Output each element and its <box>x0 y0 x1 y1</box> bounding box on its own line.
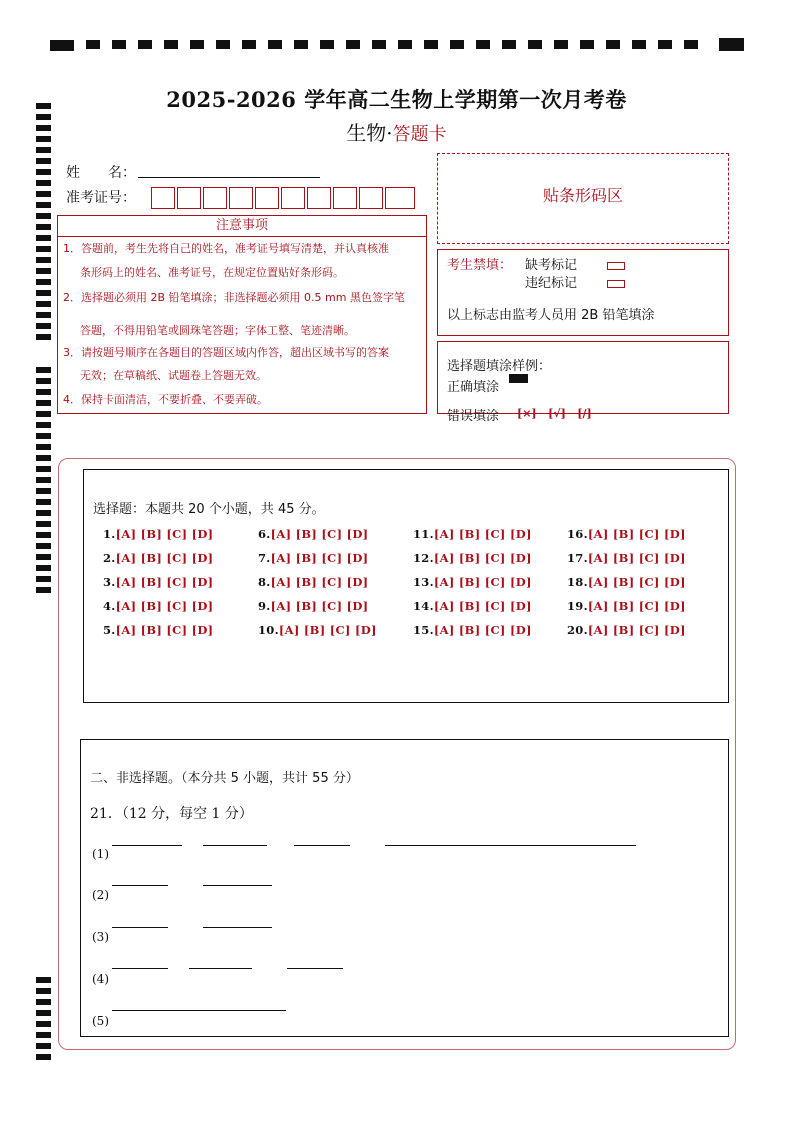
notice-item-2b: 答题，不得用铅笔或圆珠笔答题；字体工整、笔迹清晰。 <box>80 324 355 337</box>
page-subtitle <box>0 117 793 146</box>
q21-sub2-blank-2[interactable] <box>203 885 272 886</box>
choice-q2[interactable]: 2.[A] [B] [C] [D] <box>103 551 214 565</box>
q21-sub1-blank-1[interactable] <box>112 845 182 846</box>
wrong-mark-check: [√] <box>548 407 566 420</box>
choice-q6[interactable]: 6.[A] [B] [C] [D] <box>258 527 369 541</box>
choice-q16[interactable]: 16.[A] [B] [C] [D] <box>567 527 686 541</box>
wrong-label: 错误填涂 <box>447 409 500 424</box>
notice-item-1b: 条形码上的姓名、准考证号，在规定位置贴好条形码。 <box>80 266 344 279</box>
forbidden-note: 以上标志由监考人员用 2B 铅笔填涂 <box>447 308 655 323</box>
notice-item-4: 4．保持卡面清洁，不要折叠、不要弄破。 <box>63 393 268 406</box>
choice-q15[interactable]: 15.[A] [B] [C] [D] <box>413 623 532 637</box>
q21-sub5-blank-1[interactable] <box>112 1010 286 1011</box>
notice-item-2a: 2．选择题必须用 2B 铅笔填涂；非选择题必须用 0.5 mm 黑色签字笔 <box>63 291 405 304</box>
q21-sub2-label: (2) <box>92 888 109 902</box>
q21-sub4-label: (4) <box>92 972 109 986</box>
wrong-mark-x: [×] <box>517 407 537 420</box>
wrong-mark-slash: [/] <box>577 407 592 420</box>
correct-label: 正确填涂 <box>447 380 500 395</box>
q21-sub1-label: (1) <box>92 847 109 861</box>
notice-title: 注意事项 <box>58 216 426 237</box>
q21-header: 21．（12 分，每空 1 分） <box>90 806 253 822</box>
forbidden-label: 考生禁填： <box>447 258 513 273</box>
q21-sub1-blank-4[interactable] <box>385 845 636 846</box>
choice-q18[interactable]: 18.[A] [B] [C] [D] <box>567 575 686 589</box>
q21-sub4-blank-1[interactable] <box>112 968 168 969</box>
name-label: 姓 名： <box>66 165 136 181</box>
id-label: 准考证号： <box>66 190 136 206</box>
choice-q5[interactable]: 5.[A] [B] [C] [D] <box>103 623 214 637</box>
choice-q19[interactable]: 19.[A] [B] [C] [D] <box>567 599 686 613</box>
name-field[interactable] <box>138 177 320 178</box>
violation-label: 违纪标记 <box>525 276 578 291</box>
choice-header: 选择题：本题共 20 个小题，共 45 分。 <box>93 502 325 517</box>
notice-item-1a: 1．答题前，考生先将自己的姓名，准考证号填写清楚，并认真核准 <box>63 242 389 255</box>
q21-sub2-blank-1[interactable] <box>112 885 168 886</box>
choice-q10[interactable]: 10.[A] [B] [C] [D] <box>258 623 377 637</box>
q21-sub4-blank-3[interactable] <box>287 968 343 969</box>
correct-fill-sample <box>509 374 528 383</box>
choice-q13[interactable]: 13.[A] [B] [C] [D] <box>413 575 532 589</box>
choice-q17[interactable]: 17.[A] [B] [C] [D] <box>567 551 686 565</box>
example-title: 选择题填涂样例： <box>447 359 552 374</box>
subtitle-card: 答题卡 <box>392 124 447 145</box>
choice-q11[interactable]: 11.[A] [B] [C] [D] <box>413 527 532 541</box>
q21-sub4-blank-2[interactable] <box>189 968 252 969</box>
violation-mark-box[interactable] <box>607 280 625 288</box>
notice-item-3b: 无效；在草稿纸、试题卷上答题无效。 <box>80 369 267 382</box>
q21-sub3-label: (3) <box>92 930 109 944</box>
notice-item-3a: 3．请按题号顺序在各题目的答题区域内作答，超出区域书写的答案 <box>63 346 389 359</box>
absent-mark-box[interactable] <box>607 262 625 270</box>
q21-sub1-blank-3[interactable] <box>294 845 350 846</box>
choice-q12[interactable]: 12.[A] [B] [C] [D] <box>413 551 532 565</box>
barcode-label: 贴条形码区 <box>542 186 623 205</box>
choice-q7[interactable]: 7.[A] [B] [C] [D] <box>258 551 369 565</box>
q21-sub3-blank-2[interactable] <box>203 927 272 928</box>
choice-q14[interactable]: 14.[A] [B] [C] [D] <box>413 599 532 613</box>
choice-q20[interactable]: 20.[A] [B] [C] [D] <box>567 623 686 637</box>
nonchoice-header: 二、非选择题。（本分共 5 小题，共计 55 分） <box>90 771 359 786</box>
subtitle-subject: 生物· <box>346 121 393 145</box>
choice-q8[interactable]: 8.[A] [B] [C] [D] <box>258 575 369 589</box>
choice-q9[interactable]: 9.[A] [B] [C] [D] <box>258 599 369 613</box>
page-title: 2025-2026 学年高二生物上学期第一次月考卷 <box>166 87 627 112</box>
q21-sub1-blank-2[interactable] <box>203 845 267 846</box>
q21-sub5-label: (5) <box>92 1014 109 1028</box>
wrong-marks <box>517 407 592 420</box>
choice-q4[interactable]: 4.[A] [B] [C] [D] <box>103 599 214 613</box>
choice-q3[interactable]: 3.[A] [B] [C] [D] <box>103 575 214 589</box>
absent-label: 缺考标记 <box>525 258 578 273</box>
q21-sub3-blank-1[interactable] <box>112 927 168 928</box>
choice-q1[interactable]: 1.[A] [B] [C] [D] <box>103 527 214 541</box>
